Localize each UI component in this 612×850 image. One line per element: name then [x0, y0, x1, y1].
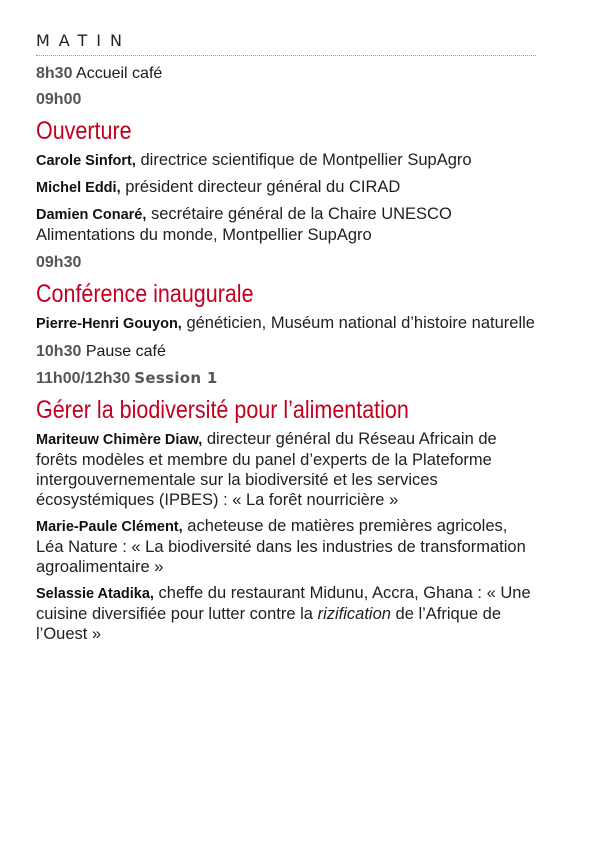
- speaker-role-italic: rizification: [317, 605, 391, 623]
- break-label: Pause café: [85, 343, 166, 360]
- speaker-entry: [36, 516, 536, 577]
- speaker-role: directrice scientifique de Montpellier SupAgro: [140, 151, 472, 169]
- speaker-name: Carole Sinfort,: [36, 153, 136, 169]
- speaker-entry: [36, 313, 536, 334]
- speaker-role: président directeur général du CIRAD: [125, 178, 401, 196]
- welcome-line: [36, 64, 536, 84]
- session-label: Session 1: [134, 369, 218, 387]
- session-time: 11h00/12h30: [36, 370, 131, 387]
- welcome-time: 8h30: [36, 65, 73, 82]
- speaker-role: de l’Afrique de l’Ouest »: [36, 605, 502, 643]
- speaker-role: cheffe du restaurant Midunu, Accra, Ghana : « Une cuisine diversifiée pour lutter contre la: [36, 584, 531, 623]
- speaker-name: Damien Conaré,: [36, 207, 147, 223]
- section-label: MATIN: [36, 31, 131, 50]
- keynote-heading: Conférence inaugurale: [36, 280, 254, 308]
- dotted-divider: [36, 55, 536, 56]
- program-page: [36, 30, 536, 644]
- speaker-entry: [36, 204, 536, 245]
- speaker-name: Marie-Paule Clément,: [36, 519, 183, 535]
- speaker-role: généticien, Muséum national d’histoire naturelle: [186, 314, 535, 332]
- speaker-name: Michel Eddi,: [36, 180, 121, 196]
- speaker-role: secrétaire général de la Chaire UNESCO Alimentations du monde, Montpellier SupAgro: [36, 205, 452, 244]
- break-time: 10h30: [36, 343, 82, 360]
- speaker-role: acheteuse de matières premières agricoles, Léa Nature : « La biodiversité dans les industries de transformation agroalimentaire »: [36, 517, 526, 576]
- keynote-time: 09h30: [36, 254, 82, 271]
- opening-time-line: [36, 90, 536, 110]
- speaker-name: Pierre-Henri Gouyon,: [36, 316, 182, 332]
- welcome-label: Accueil café: [76, 65, 163, 82]
- speaker-entry: [36, 583, 536, 644]
- speaker-entry: [36, 177, 536, 198]
- speaker-role: directeur général du Réseau Africain de forêts modèles et membre du panel d’experts de la Plateforme intergouvernementale sur la biodiversité et les services écosystémiques (IPBES) : « La forêt nourricière »: [36, 430, 497, 509]
- session-line: [36, 368, 536, 389]
- opening-heading: Ouverture: [36, 117, 132, 145]
- speaker-entry: [36, 150, 536, 171]
- speaker-name: Mariteuw Chimère Diaw,: [36, 432, 203, 448]
- keynote-time-line: [36, 253, 536, 273]
- speaker-name: Selassie Atadika,: [36, 586, 154, 602]
- speaker-entry: [36, 429, 536, 510]
- session-heading: Gérer la biodiversité pour l’alimentation: [36, 396, 409, 424]
- opening-time: 09h00: [36, 91, 82, 108]
- break-line: [36, 342, 536, 362]
